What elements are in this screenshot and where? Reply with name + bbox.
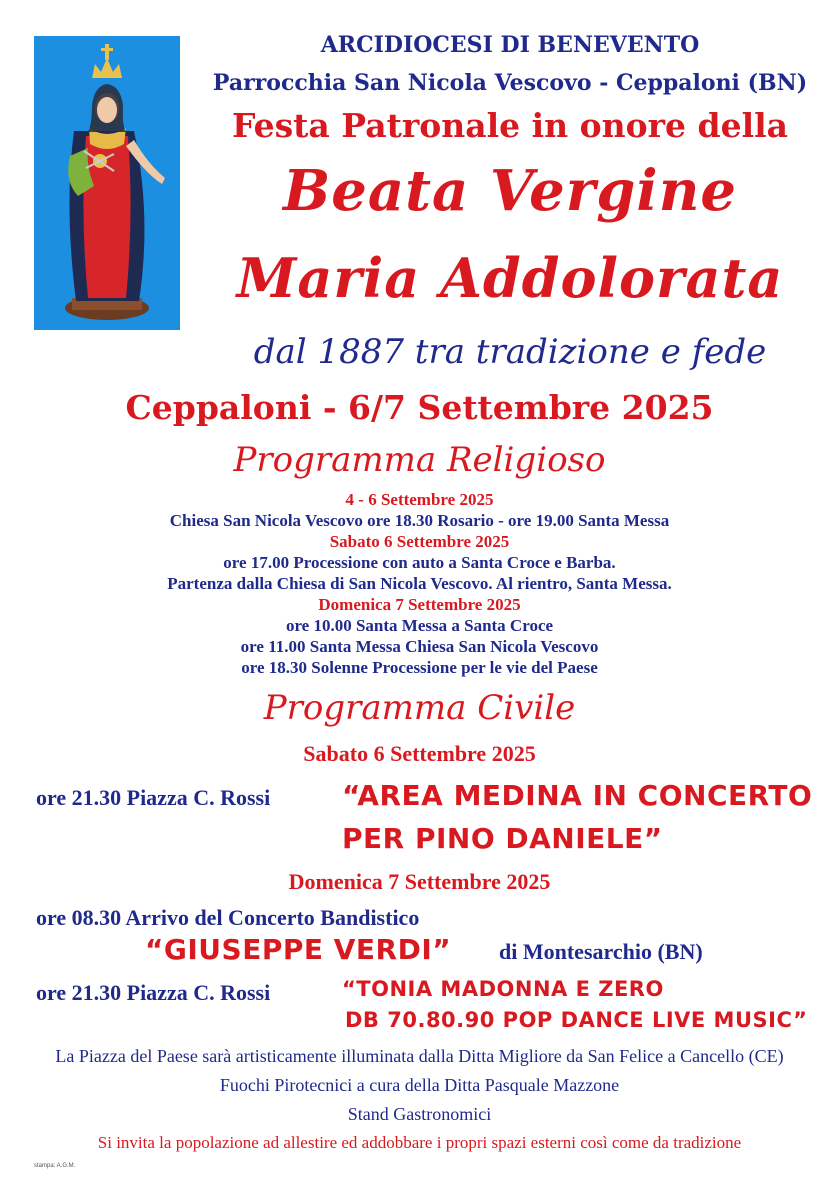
- event2-time: ore 08.30 Arrivo del Concerto Bandistico: [36, 905, 420, 930]
- footer-line-2: Fuochi Pirotecnici a cura della Ditta Pasquale Mazzone: [219, 1075, 620, 1095]
- religioso-line-4: ore 10.00 Santa Messa a Santa Croce: [285, 616, 554, 635]
- civile-date-1: Sabato 6 Settembre 2025: [303, 741, 536, 766]
- religioso-line-3: Partenza dalla Chiesa di San Nicola Vescovo. Al rientro, Santa Messa.: [167, 574, 672, 593]
- event3-title-line2: DB 70.80.90 POP DANCE LIVE MUSIC”: [345, 1008, 808, 1032]
- event2-suffix: di Montesarchio (BN): [499, 939, 703, 964]
- event3-time: ore 21.30 Piazza C. Rossi: [36, 980, 271, 1005]
- festa-title: Festa Patronale in onore della: [231, 106, 789, 145]
- printer-credit: stampa: A.G.M.: [34, 1163, 76, 1169]
- religioso-date-2: Sabato 6 Settembre 2025: [329, 532, 510, 551]
- footer-line-3: Stand Gastronomici: [347, 1104, 492, 1124]
- civile-date-2: Domenica 7 Settembre 2025: [288, 869, 551, 894]
- since-tagline: dal 1887 tra tradizione e fede: [253, 332, 767, 372]
- place-date: Ceppaloni - 6/7 Settembre 2025: [125, 388, 714, 427]
- main-title-line1: Beata Vergine: [282, 158, 738, 224]
- religioso-line-2: ore 17.00 Processione con auto a Santa Croce e Barba.: [223, 553, 616, 572]
- civile-heading: Programma Civile: [263, 688, 576, 728]
- footer-line-1: La Piazza del Paese sarà artisticamente illuminata dalla Ditta Migliore da San Felice a Cancello (CE): [55, 1046, 784, 1066]
- event1-time: ore 21.30 Piazza C. Rossi: [36, 785, 271, 810]
- event3-title-line1: “TONIA MADONNA E ZERO: [342, 977, 664, 1001]
- religioso-date-3: Domenica 7 Settembre 2025: [318, 595, 521, 614]
- religioso-line-5: ore 11.00 Santa Messa Chiesa San Nicola Vescovo: [240, 637, 599, 656]
- event1-title-line1: “AREA MEDINA IN CONCERTO: [342, 779, 813, 812]
- religioso-line-1: Chiesa San Nicola Vescovo ore 18.30 Rosario - ore 19.00 Santa Messa: [169, 511, 670, 530]
- religioso-heading: Programma Religioso: [233, 440, 606, 480]
- religioso-date-1: 4 - 6 Settembre 2025: [345, 490, 494, 509]
- religioso-line-6: ore 18.30 Solenne Processione per le vie del Paese: [241, 658, 598, 677]
- event2-title: “GIUSEPPE VERDI”: [145, 933, 452, 966]
- madonna-statue-image: [34, 36, 180, 330]
- footer-line-4: Si invita la popolazione ad allestire ed addobbare i propri spazi esterni così come da tradizione: [97, 1133, 742, 1152]
- main-title-line2: Maria Addolorata: [236, 246, 784, 310]
- event1-title-line2: PER PINO DANIELE”: [342, 822, 663, 855]
- diocese-title: ARCIDIOCESI DI BENEVENTO: [320, 32, 700, 58]
- parish-title: Parrocchia San Nicola Vescovo - Ceppaloni (BN): [212, 70, 808, 96]
